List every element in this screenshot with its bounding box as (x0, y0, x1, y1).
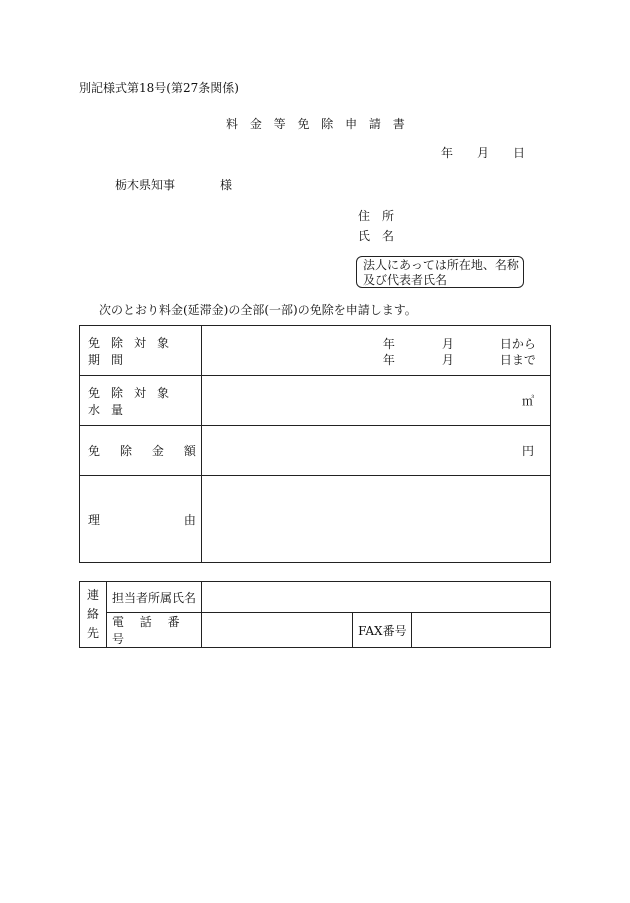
date-month-label: 月 (477, 146, 490, 160)
amount-row (80, 426, 551, 476)
amount-label-char-3: 金 (151, 444, 164, 458)
applicant-note-line2: 及び代表者氏名 (363, 273, 448, 287)
contact-label-char-3: 先 (86, 626, 99, 640)
period-from-month: 月 (441, 336, 454, 351)
fax-value-cell[interactable] (412, 613, 551, 648)
amount-label-char-2: 除 (119, 444, 132, 458)
amount-label-cell (80, 426, 202, 476)
contact-table (79, 581, 551, 648)
reason-value-cell[interactable] (201, 476, 550, 563)
contact-phone-row (80, 613, 551, 648)
fax-label: FAX番号 (358, 623, 407, 638)
amount-unit: 円 (521, 444, 534, 458)
applicant-address-label: 住 所 (358, 209, 395, 223)
period-row (80, 326, 551, 376)
phone-label-cell (106, 613, 201, 648)
period-label-cell (80, 326, 202, 376)
amount-label-char-1: 免 (88, 444, 101, 458)
reason-label-char-2: 由 (183, 512, 196, 527)
applicant-name-label: 氏 名 (358, 229, 395, 243)
date-day-label: 日 (513, 146, 526, 160)
person-label-cell (106, 582, 201, 613)
volume-label-cell (80, 376, 202, 426)
period-label: 免除対象期間 (88, 335, 181, 367)
date-year-label: 年 (441, 146, 454, 160)
contact-label-char-1: 連 (86, 588, 99, 602)
exemption-table (79, 325, 551, 563)
reason-label-char-1: 理 (88, 512, 101, 527)
phone-label: 電 話 番 号 (111, 615, 186, 646)
amount-label-char-4: 額 (183, 444, 196, 458)
volume-unit: ㎥ (521, 394, 534, 408)
form-number: 別記様式第18号(第27条関係) (79, 81, 239, 95)
volume-label: 免除対象水量 (88, 385, 181, 417)
period-value-cell[interactable] (201, 326, 550, 376)
reason-label-cell (80, 476, 202, 563)
contact-person-row (80, 582, 551, 613)
form-title: 料 金 等 免 除 申 請 書 (226, 117, 409, 131)
contact-label-cell (80, 582, 107, 648)
addressee-name: 栃木県知事 (115, 178, 176, 192)
volume-row (80, 376, 551, 426)
applicant-note-line1: 法人にあっては所在地、名称 (363, 258, 519, 272)
period-to-year: 年 (382, 352, 395, 367)
phone-value-cell[interactable] (201, 613, 353, 648)
contact-label-char-2: 絡 (86, 607, 99, 621)
volume-value-cell[interactable] (201, 376, 550, 426)
person-value-cell[interactable] (201, 582, 550, 613)
fax-label-cell (353, 613, 412, 648)
reason-row (80, 476, 551, 563)
period-from-day: 日から (499, 336, 536, 351)
addressee-honorific: 様 (220, 178, 233, 192)
period-to-month: 月 (441, 352, 454, 367)
period-from-year: 年 (382, 336, 395, 351)
application-statement: 次のとおり料金(延滞金)の全部(一部)の免除を申請します。 (99, 303, 417, 317)
period-to-day: 日まで (499, 352, 536, 367)
amount-value-cell[interactable] (201, 426, 550, 476)
person-label: 担当者所属氏名 (111, 590, 196, 605)
